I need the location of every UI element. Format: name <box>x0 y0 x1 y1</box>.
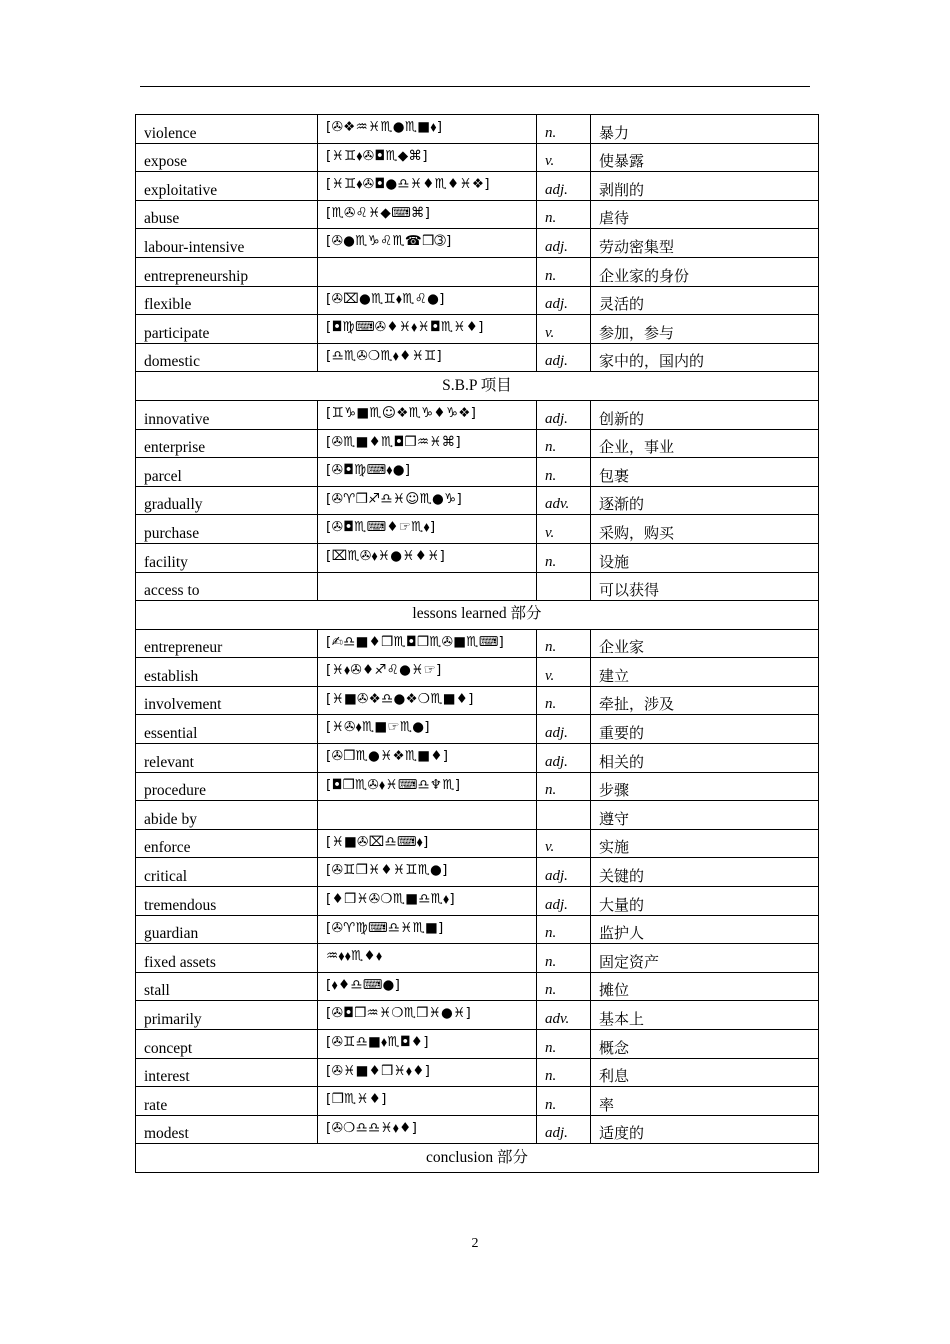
part-of-speech-cell: n. <box>537 1058 591 1087</box>
meaning-cell: 家中的，国内的 <box>591 343 819 372</box>
word-cell: concept <box>136 1030 318 1059</box>
vocab-row <box>136 257 819 286</box>
meaning-cell: 使暴露 <box>591 143 819 172</box>
meaning-cell: 重要的 <box>591 715 819 744</box>
vocab-row <box>136 572 819 601</box>
word-cell: critical <box>136 858 318 887</box>
meaning-cell: 建立 <box>591 658 819 687</box>
section-title: lessons learned 部分 <box>136 601 819 630</box>
part-of-speech-cell: n. <box>537 257 591 286</box>
word-cell: rate <box>136 1087 318 1116</box>
part-of-speech-cell: adj. <box>537 744 591 773</box>
word-cell: involvement <box>136 686 318 715</box>
word-cell: primarily <box>136 1001 318 1030</box>
part-of-speech-cell: adj. <box>537 286 591 315</box>
word-cell: modest <box>136 1115 318 1144</box>
vocab-row <box>136 629 819 658</box>
phonetic-cell: [♊♑■♏☺❖♏♑♦♑❖] <box>318 400 537 429</box>
word-cell: parcel <box>136 458 318 487</box>
phonetic-cell: [❒♏♓♦] <box>318 1087 537 1116</box>
word-cell: labour-intensive <box>136 229 318 258</box>
vocab-row <box>136 1087 819 1116</box>
meaning-cell: 率 <box>591 1087 819 1116</box>
meaning-cell: 实施 <box>591 829 819 858</box>
meaning-cell: 劳动密集型 <box>591 229 819 258</box>
meaning-cell: 采购，购买 <box>591 515 819 544</box>
vocab-row <box>136 486 819 515</box>
vocab-row <box>136 343 819 372</box>
part-of-speech-cell: n. <box>537 915 591 944</box>
phonetic-cell: [♓■✇❖♎●❖❍♏■♦] <box>318 686 537 715</box>
phonetic-cell: [✇♊♎■⬧♏◘♦] <box>318 1030 537 1059</box>
part-of-speech-cell: n. <box>537 972 591 1001</box>
meaning-cell: 大量的 <box>591 887 819 916</box>
phonetic-cell: [✍♎■♦❒♏◘❒♏✇■♏⌨] <box>318 629 537 658</box>
part-of-speech-cell: adv. <box>537 1001 591 1030</box>
phonetic-cell: [✇♓■♦❒♓⬧♦] <box>318 1058 537 1087</box>
part-of-speech-cell: n. <box>537 772 591 801</box>
section-title: S.B.P 项目 <box>136 372 819 401</box>
phonetic-cell: [⬧♦♎⌨●] <box>318 972 537 1001</box>
phonetic-cell: [✇♊❒♓♦♓♊♏●] <box>318 858 537 887</box>
section-header-row <box>136 1144 819 1173</box>
part-of-speech-cell: adj. <box>537 172 591 201</box>
part-of-speech-cell: n. <box>537 115 591 144</box>
phonetic-cell: [♏✇♌♓◆⌨⌘] <box>318 200 537 229</box>
vocab-row <box>136 115 819 144</box>
vocab-row <box>136 658 819 687</box>
vocab-row <box>136 772 819 801</box>
phonetic-cell: [◘❒♏✇⬧♓⌨♎♆♏] <box>318 772 537 801</box>
word-cell: participate <box>136 315 318 344</box>
word-cell: procedure <box>136 772 318 801</box>
section-header-row <box>136 601 819 630</box>
part-of-speech-cell: adj. <box>537 715 591 744</box>
phonetic-cell: [✇❖♒♓♏●♏■⬧] <box>318 115 537 144</box>
phonetic-cell <box>318 257 537 286</box>
meaning-cell: 企业家 <box>591 629 819 658</box>
part-of-speech-cell <box>537 572 591 601</box>
phonetic-cell: [♓♊⬧✇◘♏◆⌘] <box>318 143 537 172</box>
part-of-speech-cell: adj. <box>537 229 591 258</box>
part-of-speech-cell: adj. <box>537 858 591 887</box>
phonetic-cell: [♦❒♓✇❍♏■♎♏⬧] <box>318 887 537 916</box>
page-number: 2 <box>471 1236 479 1251</box>
word-cell: abide by <box>136 801 318 830</box>
vocab-row <box>136 458 819 487</box>
meaning-cell: 关键的 <box>591 858 819 887</box>
meaning-cell: 虐待 <box>591 200 819 229</box>
meaning-cell: 摊位 <box>591 972 819 1001</box>
meaning-cell: 相关的 <box>591 744 819 773</box>
vocab-row <box>136 715 819 744</box>
part-of-speech-cell: n. <box>537 543 591 572</box>
vocab-row <box>136 686 819 715</box>
word-cell: guardian <box>136 915 318 944</box>
part-of-speech-cell: v. <box>537 143 591 172</box>
word-cell: interest <box>136 1058 318 1087</box>
phonetic-cell: [✇⌧●♏♊⬧♏♌●] <box>318 286 537 315</box>
meaning-cell: 适度的 <box>591 1115 819 1144</box>
phonetic-cell: [✇❒♏●♓❖♏■♦] <box>318 744 537 773</box>
part-of-speech-cell: v. <box>537 658 591 687</box>
vocabulary-table <box>135 114 819 1173</box>
part-of-speech-cell: adj. <box>537 1115 591 1144</box>
meaning-cell: 遵守 <box>591 801 819 830</box>
vocab-row <box>136 829 819 858</box>
meaning-cell: 灵活的 <box>591 286 819 315</box>
vocab-row <box>136 429 819 458</box>
word-cell: relevant <box>136 744 318 773</box>
meaning-cell: 步骤 <box>591 772 819 801</box>
word-cell: enterprise <box>136 429 318 458</box>
word-cell: exploitative <box>136 172 318 201</box>
vocab-row <box>136 801 819 830</box>
meaning-cell: 牵扯，涉及 <box>591 686 819 715</box>
word-cell: stall <box>136 972 318 1001</box>
word-cell: violence <box>136 115 318 144</box>
word-cell: gradually <box>136 486 318 515</box>
meaning-cell: 监护人 <box>591 915 819 944</box>
word-cell: access to <box>136 572 318 601</box>
meaning-cell: 企业，事业 <box>591 429 819 458</box>
vocab-row <box>136 1001 819 1030</box>
word-cell: enforce <box>136 829 318 858</box>
vocab-row <box>136 744 819 773</box>
word-cell: essential <box>136 715 318 744</box>
vocab-row <box>136 286 819 315</box>
phonetic-cell: [◘♍⌨✇♦♓⬧♓◘♏♓♦] <box>318 315 537 344</box>
word-cell: innovative <box>136 400 318 429</box>
word-cell: abuse <box>136 200 318 229</box>
part-of-speech-cell <box>537 801 591 830</box>
part-of-speech-cell: adj. <box>537 887 591 916</box>
part-of-speech-cell: v. <box>537 515 591 544</box>
meaning-cell: 固定资产 <box>591 944 819 973</box>
header-rule <box>140 86 810 87</box>
phonetic-cell: [♓■✇⌧♎⌨⬧] <box>318 829 537 858</box>
word-cell: fixed assets <box>136 944 318 973</box>
part-of-speech-cell: n. <box>537 686 591 715</box>
vocab-row <box>136 229 819 258</box>
phonetic-cell: [♎♏✇❍♏⬧♦♓♊] <box>318 343 537 372</box>
phonetic-cell: [✇◘♍⌨⬧●] <box>318 458 537 487</box>
phonetic-cell: [✇●♏♑♌♏☎❒➂] <box>318 229 537 258</box>
part-of-speech-cell: adj. <box>537 343 591 372</box>
phonetic-cell: [✇♏■♦♏◘❒♒♓⌘] <box>318 429 537 458</box>
word-cell: facility <box>136 543 318 572</box>
phonetic-cell: ♒⬧⬧♏♦⬧ <box>318 944 537 973</box>
vocab-row <box>136 143 819 172</box>
part-of-speech-cell: v. <box>537 829 591 858</box>
phonetic-cell <box>318 572 537 601</box>
part-of-speech-cell: n. <box>537 458 591 487</box>
vocab-row <box>136 972 819 1001</box>
phonetic-cell: [✇◘♏⌨♦☞♏⬧] <box>318 515 537 544</box>
vocab-row <box>136 400 819 429</box>
phonetic-cell: [⌧♏✇⬧♓●♓♦♓] <box>318 543 537 572</box>
meaning-cell: 可以获得 <box>591 572 819 601</box>
part-of-speech-cell: n. <box>537 1087 591 1116</box>
vocab-row <box>136 1115 819 1144</box>
meaning-cell: 暴力 <box>591 115 819 144</box>
phonetic-cell <box>318 801 537 830</box>
part-of-speech-cell: n. <box>537 1030 591 1059</box>
meaning-cell: 包裹 <box>591 458 819 487</box>
section-header-row <box>136 372 819 401</box>
part-of-speech-cell: n. <box>537 429 591 458</box>
meaning-cell: 创新的 <box>591 400 819 429</box>
meaning-cell: 利息 <box>591 1058 819 1087</box>
meaning-cell: 剥削的 <box>591 172 819 201</box>
meaning-cell: 企业家的身份 <box>591 257 819 286</box>
part-of-speech-cell: adj. <box>537 400 591 429</box>
vocab-row <box>136 515 819 544</box>
word-cell: establish <box>136 658 318 687</box>
vocab-row <box>136 858 819 887</box>
vocab-row <box>136 1058 819 1087</box>
word-cell: domestic <box>136 343 318 372</box>
part-of-speech-cell: adv. <box>537 486 591 515</box>
phonetic-cell: [♓✇⬧♏■☞♏●] <box>318 715 537 744</box>
part-of-speech-cell: n. <box>537 200 591 229</box>
part-of-speech-cell: n. <box>537 629 591 658</box>
phonetic-cell: [✇◘❒♒♓❍♏❒♓●♓] <box>318 1001 537 1030</box>
part-of-speech-cell: n. <box>537 944 591 973</box>
vocab-row <box>136 887 819 916</box>
phonetic-cell: [✇♈❒♐♎♓☺♏●♑] <box>318 486 537 515</box>
vocab-row <box>136 915 819 944</box>
phonetic-cell: [✇❍♎♎♓⬧♦] <box>318 1115 537 1144</box>
word-cell: entrepreneurship <box>136 257 318 286</box>
meaning-cell: 参加，参与 <box>591 315 819 344</box>
phonetic-cell: [♓♊⬧✇◘●♎♓♦♏♦♓❖] <box>318 172 537 201</box>
word-cell: tremendous <box>136 887 318 916</box>
meaning-cell: 基本上 <box>591 1001 819 1030</box>
vocab-row <box>136 315 819 344</box>
vocab-row <box>136 172 819 201</box>
part-of-speech-cell: v. <box>537 315 591 344</box>
word-cell: flexible <box>136 286 318 315</box>
vocabulary-table-body <box>136 115 819 1173</box>
phonetic-cell: [♓⬧✇♦♐♌●♓☞] <box>318 658 537 687</box>
meaning-cell: 逐渐的 <box>591 486 819 515</box>
word-cell: entrepreneur <box>136 629 318 658</box>
vocab-row <box>136 543 819 572</box>
vocab-row <box>136 1030 819 1059</box>
meaning-cell: 概念 <box>591 1030 819 1059</box>
meaning-cell: 设施 <box>591 543 819 572</box>
word-cell: purchase <box>136 515 318 544</box>
section-title: conclusion 部分 <box>136 1144 819 1173</box>
word-cell: expose <box>136 143 318 172</box>
vocab-row <box>136 200 819 229</box>
phonetic-cell: [✇♈♍⌨♎♓♏■] <box>318 915 537 944</box>
vocab-row <box>136 944 819 973</box>
